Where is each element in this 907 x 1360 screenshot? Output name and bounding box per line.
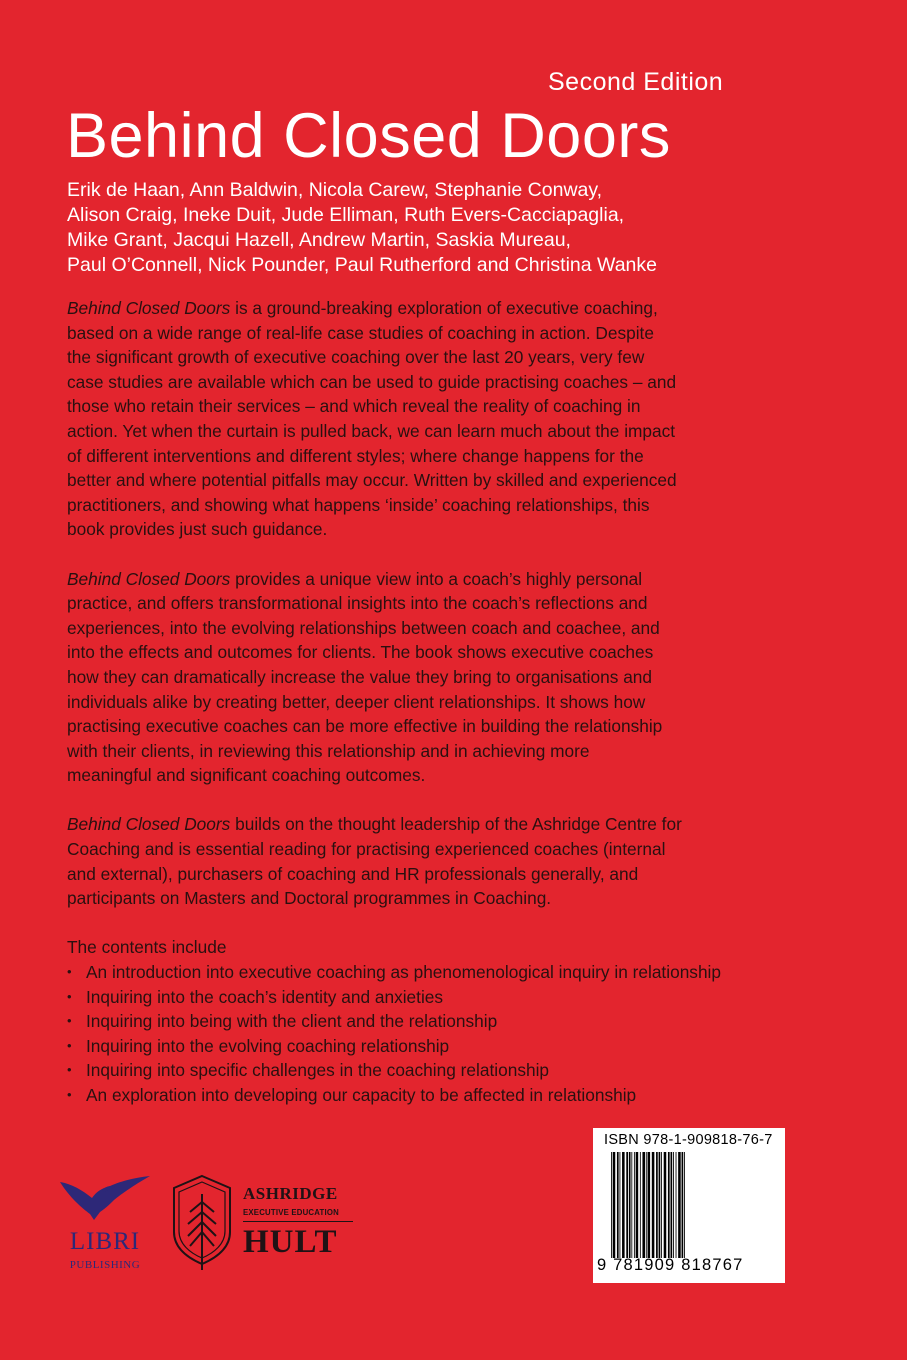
list-item: • An introduction into executive coaching as phenomenological inquiry in relationship	[67, 960, 787, 985]
text-line: into the effects and outcomes for clients. The book shows executive coaches	[67, 642, 654, 663]
author-list	[67, 178, 787, 278]
logo-divider	[243, 1221, 353, 1222]
barcode-bar	[656, 1152, 658, 1258]
barcode-bar	[682, 1152, 684, 1258]
libri-wordmark: LIBRI	[69, 1228, 141, 1255]
text-line: practitioners, and showing what happens ‘inside’ coaching relationships, this	[67, 494, 650, 515]
contents-list	[67, 960, 787, 1108]
text-line: participants on Masters and Doctoral programmes in Coaching.	[67, 888, 552, 909]
list-item: • An exploration into developing our capacity to be affected in relationship	[67, 1083, 787, 1108]
blurb-paragraph-1	[67, 296, 787, 542]
hult-wordmark: HULT	[243, 1224, 338, 1260]
text-line: with their clients, in reviewing this relationship and in achieving more	[67, 740, 590, 761]
italic-title-lead: Behind Closed Doors	[67, 298, 231, 318]
libri-subtitle: PUBLISHING	[69, 1259, 141, 1271]
barcode-bar	[631, 1152, 632, 1258]
isbn-barcode	[593, 1128, 785, 1283]
text-line: better and where potential pitfalls may occur. Written by skilled and experienced	[67, 470, 677, 491]
barcode-bar	[673, 1152, 674, 1258]
text-line: based on a wide range of real-life case studies of coaching in action. Despite	[67, 322, 654, 343]
contents-heading: The contents include	[67, 937, 227, 958]
author-line: Mike Grant, Jacqui Hazell, Andrew Martin, Saskia Mureau,	[67, 229, 571, 251]
text-line: experiences, into the evolving relationships between coach and coachee, and	[67, 617, 660, 638]
barcode-bar	[661, 1152, 662, 1258]
ashridge-subtitle: EXECUTIVE EDUCATION	[243, 1208, 339, 1217]
text-span: builds on the thought leadership of the Ashridge Centre for	[230, 814, 682, 835]
blurb-paragraph-3	[67, 812, 787, 910]
text-line: book provides just such guidance.	[67, 519, 328, 540]
barcode-bar	[620, 1152, 621, 1258]
text-line: practising executive coaches can be more effective in building the relationship	[67, 716, 663, 737]
text-line: case studies are available which can be used to guide practising coaches – and	[67, 371, 677, 392]
author-line: Paul O’Connell, Nick Pounder, Paul Rutherford and Christina Wanke	[67, 254, 657, 276]
text-line	[67, 812, 787, 837]
text-line: those who retain their services – and which reveal the reality of coaching in	[67, 396, 641, 417]
edition-label: Second Edition	[548, 68, 724, 96]
list-item: • Inquiring into being with the client and the relationship	[67, 1009, 787, 1034]
barcode-bar	[622, 1152, 625, 1258]
eagle-icon	[58, 1168, 152, 1228]
text-line: action. Yet when the curtain is pulled back, we can learn much about the impact	[67, 420, 676, 441]
text-line: and external), purchasers of coaching and HR professionals generally, and	[67, 863, 639, 884]
barcode-bar	[611, 1152, 612, 1258]
blurb-paragraph-2	[67, 567, 787, 788]
italic-title-lead: Behind Closed Doors	[67, 568, 231, 589]
text-line: practice, and offers transformational insights into the coach’s reflections and	[67, 593, 648, 614]
publisher-logos	[58, 1168, 368, 1278]
barcode-bar	[671, 1152, 673, 1258]
author-line: Erik de Haan, Ann Baldwin, Nicola Carew, Stephanie Conway,	[67, 179, 603, 201]
text-line: individuals alike by creating better, deeper client relationships. It shows how	[67, 691, 646, 712]
isbn-label: ISBN 978-1-909818-76-7	[604, 1132, 773, 1148]
author-line: Alison Craig, Ineke Duit, Jude Elliman, Ruth Evers-Cacciapaglia,	[67, 204, 625, 226]
barcode-bar	[668, 1152, 670, 1258]
text-line	[67, 296, 787, 321]
blurb	[67, 296, 787, 1108]
list-item: • Inquiring into the evolving coaching relationship	[67, 1034, 787, 1059]
barcode-bar	[617, 1152, 619, 1258]
text-line: the significant growth of executive coaching over the last 20 years, very few	[67, 347, 645, 368]
barcode-bar	[629, 1152, 631, 1258]
barcode-digits: 9 781909 818767	[597, 1256, 744, 1274]
text-line: of different interventions and different styles; where change happens for the	[67, 445, 644, 466]
italic-title-lead: Behind Closed Doors	[67, 814, 231, 835]
barcode-bar	[642, 1152, 645, 1258]
barcode-bar	[613, 1152, 616, 1258]
barcode-bar	[648, 1152, 651, 1258]
book-title: Behind Closed Doors	[66, 101, 671, 171]
ashridge-shield-icon	[170, 1174, 234, 1272]
text-line: Coaching and is essential reading for practising experienced coaches (internal	[67, 839, 666, 860]
barcode-bar	[636, 1152, 639, 1258]
list-item: • Inquiring into the coach’s identity and anxieties	[67, 985, 787, 1010]
text-span: is a ground-breaking exploration of executive coaching,	[230, 298, 658, 318]
barcode-bar	[640, 1152, 641, 1258]
barcode-bar	[664, 1152, 667, 1258]
text-line	[67, 567, 787, 592]
text-line: meaningful and significant coaching outcomes.	[67, 765, 426, 786]
libri-publishing-logo	[58, 1168, 152, 1278]
barcode-bar	[678, 1152, 681, 1258]
barcode-bar	[626, 1152, 628, 1258]
list-item: • Inquiring into specific challenges in the coaching relationship	[67, 1058, 787, 1083]
ashridge-wordmark: ASHRIDGE	[243, 1184, 338, 1203]
barcode-bar	[634, 1152, 635, 1258]
text-line: how they can dramatically increase the value they bring to organisations and	[67, 666, 653, 687]
barcode-bars	[611, 1152, 779, 1258]
barcode-bar	[676, 1152, 677, 1258]
barcode-bar	[659, 1152, 661, 1258]
barcode-bar	[646, 1152, 647, 1258]
text-span: provides a unique view into a coach’s highly personal	[230, 568, 643, 589]
barcode-bar	[652, 1152, 655, 1258]
barcode-bar	[684, 1152, 685, 1258]
